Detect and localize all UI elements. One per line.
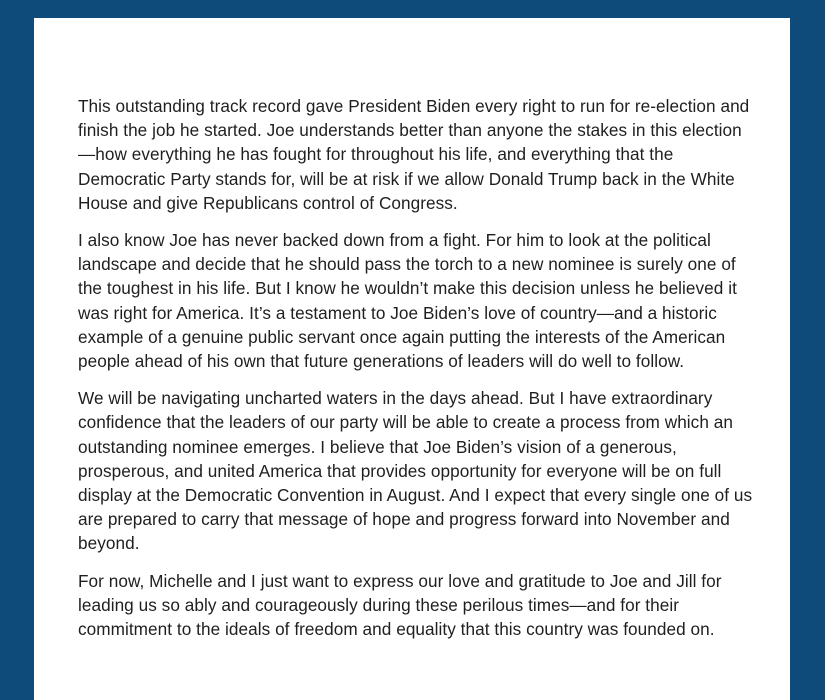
- paragraph-track-record: This outstanding track record gave President Biden every right to run for re-election and finish the job he started. Joe understands better than anyone the stakes in this election—how everything he has fought for throughout his life, and everything that the Democratic Party stands for, will be at risk if we allow Donald Trump back in the White House and give Republicans control of Congress.: [78, 96, 750, 213]
- statement-page: [34, 18, 790, 700]
- paragraph-gratitude: For now, Michelle and I just want to express our love and gratitude to Joe and Jill for leading us so ably and courageously during these perilous times—and for their commitment to the ideals of freedom and equality that this country was founded on.: [78, 570, 722, 640]
- paragraph-uncharted-waters: We will be navigating uncharted waters in the days ahead. But I have extraordinary confidence that the leaders of our party will be able to create a process from which an outstanding nominee emerges. I believe that Joe Biden’s vision of a generous, prosperous, and united America that provides opportunity for everyone will be on full display at the Democratic Convention in August. And I expect that every single one of us are prepared to carry that message of hope and progress forward into November and beyond.: [78, 388, 753, 554]
- paragraph-never-backed-down: I also know Joe has never backed down from a fight. For him to look at the political landscape and decide that he should pass the torch to a new nominee is surely one of the toughest in his life. But I know he wouldn’t make this decision unless he believed it was right for America. It’s a testament to Joe Biden’s love of country—and a historic example of a genuine public servant once again putting the interests of the American people ahead of his own that future generations of leaders will do well to follow.: [78, 230, 737, 372]
- statement-body: [78, 94, 754, 641]
